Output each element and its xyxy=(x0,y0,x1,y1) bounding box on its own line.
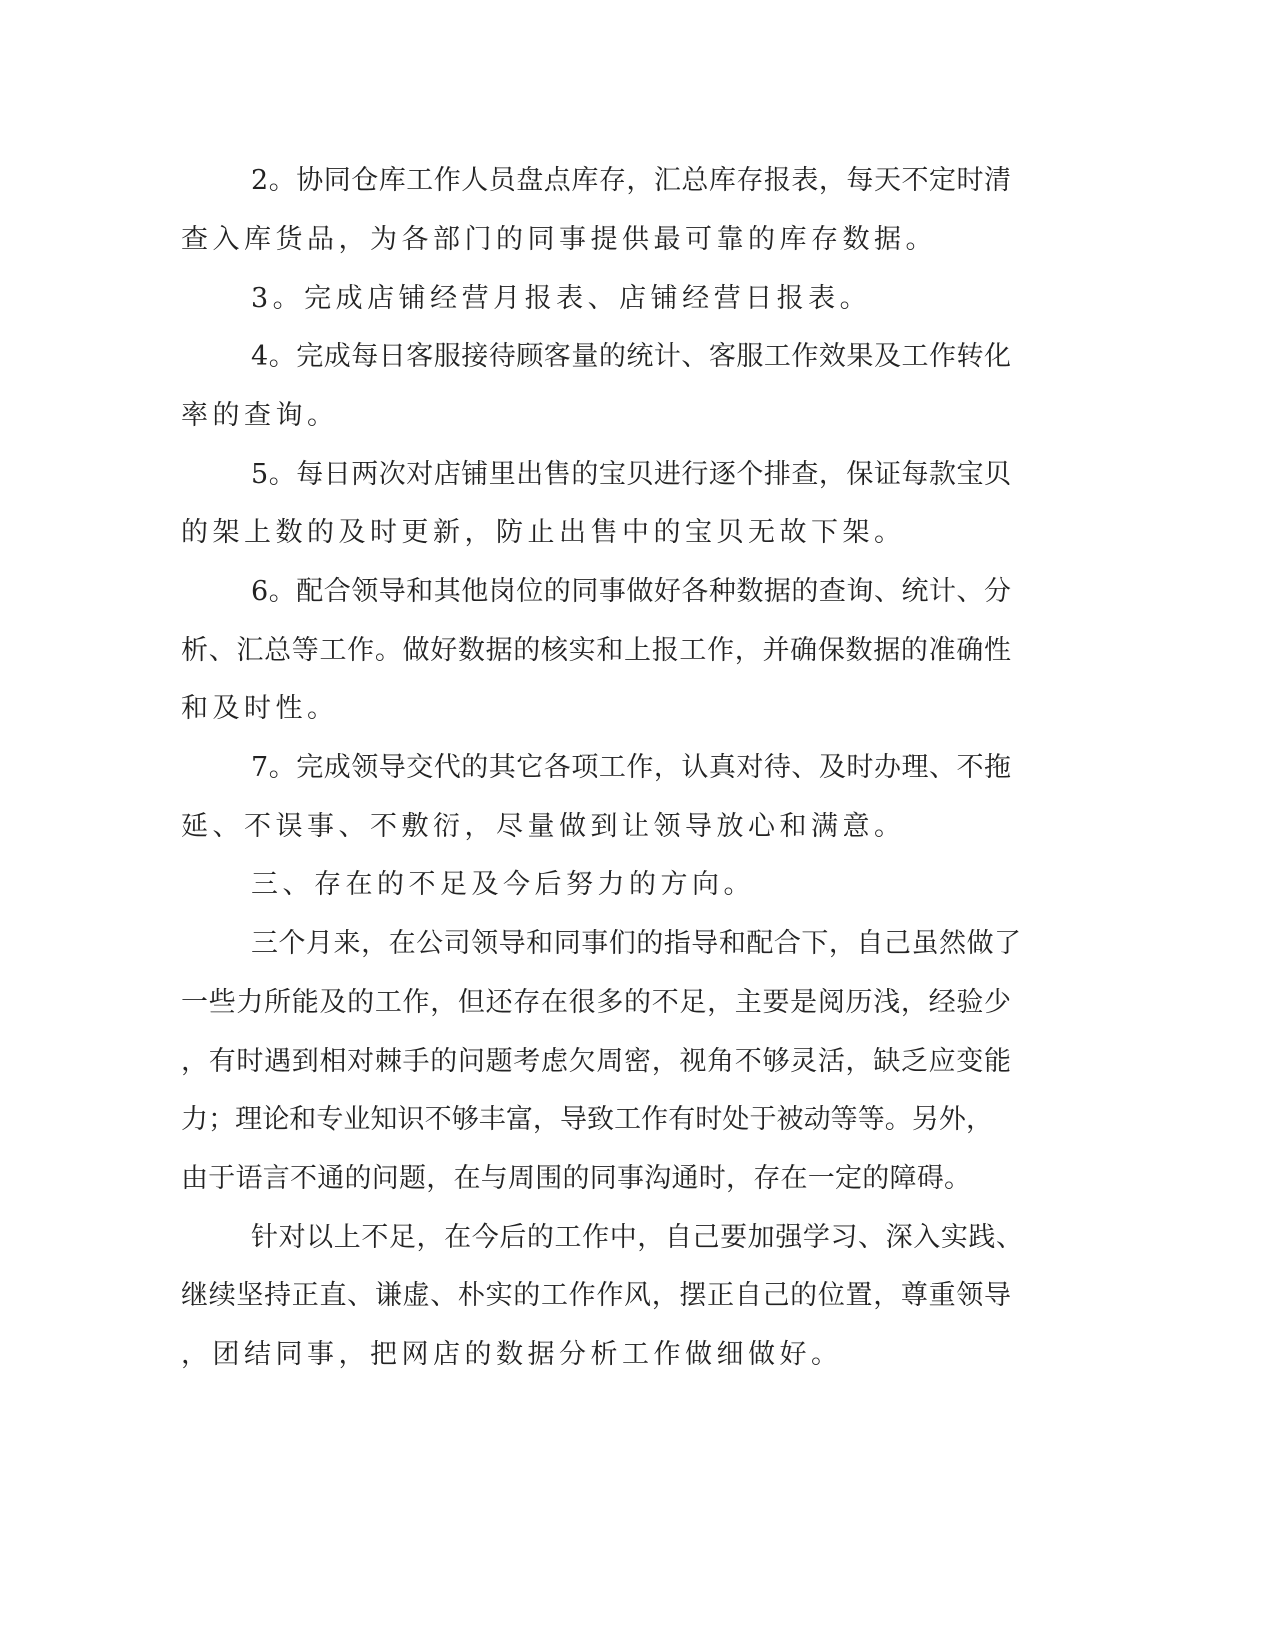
text-line: 率的查询。 xyxy=(181,400,339,431)
text-line: 7。完成领导交代的其它各项工作，认真对待、及时办理、不拖 xyxy=(251,752,1011,783)
text-line: 延、不误事、不敷衍，尽量做到让领导放心和满意。 xyxy=(181,811,906,842)
section-heading: 三、存在的不足及今后努力的方向。 xyxy=(251,869,755,900)
text-line: 2。协同仓库工作人员盘点库存，汇总库存报表，每天不定时清 xyxy=(251,165,1011,196)
text-line: 3。完成店铺经营月报表、店铺经营日报表。 xyxy=(251,283,872,314)
text-line: 5。每日两次对店铺里出售的宝贝进行逐个排查，保证每款宝贝 xyxy=(251,459,1011,490)
text-line: 针对以上不足，在今后的工作中，自己要加强学习、深入实践、 xyxy=(251,1222,1023,1253)
text-line: 析、汇总等工作。做好数据的核实和上报工作，并确保数据的准确性 xyxy=(181,635,1011,666)
text-line: 的架上数的及时更新，防止出售中的宝贝无故下架。 xyxy=(181,517,906,548)
text-line: 由于语言不通的问题，在与周围的同事沟通时，存在一定的障碍。 xyxy=(181,1163,971,1194)
text-line: 一些力所能及的工作，但还存在很多的不足，主要是阅历浅，经验少 xyxy=(181,987,1011,1018)
text-line: 和及时性。 xyxy=(181,693,339,724)
text-line: 力；理论和专业知识不够丰富，导致工作有时处于被动等等。另外， xyxy=(181,1104,993,1135)
text-line: 6。配合领导和其他岗位的同事做好各种数据的查询、统计、分 xyxy=(251,576,1011,607)
text-line: 继续坚持正直、谦虚、朴实的工作作风，摆正自己的位置，尊重领导 xyxy=(181,1280,1011,1311)
text-line: ，团结同事，把网店的数据分析工作做细做好。 xyxy=(181,1339,843,1370)
text-line: 三个月来，在公司领导和同事们的指导和配合下，自己虽然做了 xyxy=(251,928,1021,959)
text-line: 查入库货品，为各部门的同事提供最可靠的库存数据。 xyxy=(181,224,937,255)
text-line: 4。完成每日客服接待顾客量的统计、客服工作效果及工作转化 xyxy=(251,341,1011,372)
text-line: ，有时遇到相对棘手的问题考虑欠周密，视角不够灵活，缺乏应变能 xyxy=(181,1046,1011,1077)
